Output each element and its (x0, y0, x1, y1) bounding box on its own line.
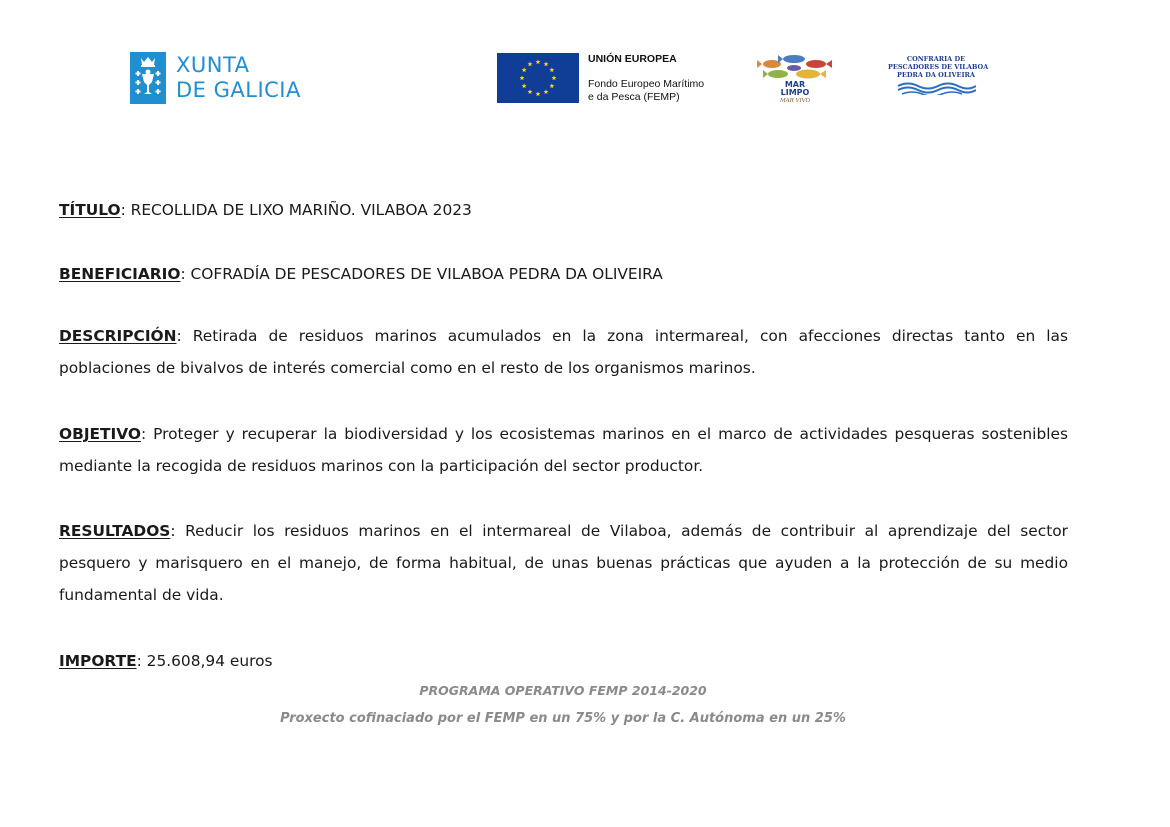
cofradia-line-3: PEDRA DA OLIVEIRA (897, 71, 975, 79)
xunta-line-1: XUNTA (176, 53, 250, 77)
mar-limpo-text-3: MAR VIVO (779, 98, 811, 104)
titulo-value: : RECOLLIDA DE LIXO MARIÑO. VILABOA 2023 (120, 201, 472, 219)
objetivo-paragraph (59, 418, 1068, 482)
objetivo-value: : Proteger y recuperar la biodiversidad y los ecosistemas marinos en el marco de actividades pesqueras sostenibles mediante la recogida de residuos marinos con la participación del sector productor. (59, 425, 1068, 475)
xunta-wordmark (176, 53, 301, 103)
descripcion-value: : Retirada de residuos marinos acumulados en la zona intermareal, con afecciones directas tanto en las poblaciones de bivalvos de interés comercial como en el resto de los organismos marinos. (59, 327, 1068, 377)
galicia-coat-of-arms-icon (130, 52, 166, 104)
cofradia-line-2: PESCADORES DE VILABOA (888, 63, 989, 71)
footer-program: PROGRAMA OPERATIVO FEMP 2014-2020 (419, 683, 707, 698)
cofradia-line-1: CONFRARIA DE (906, 55, 966, 63)
eu-flag-icon (497, 53, 579, 103)
cofradia-vilaboa-logo (888, 55, 989, 95)
descripcion-label: DESCRIPCIÓN (59, 327, 177, 345)
importe-value: : 25.608,94 euros (136, 652, 273, 670)
xunta-de-galicia-logo (130, 52, 301, 104)
eu-title: UNIÓN EUROPEA (588, 53, 677, 65)
eu-femp-logo (497, 53, 704, 104)
importe-paragraph (59, 645, 1068, 677)
importe-label: IMPORTE (59, 652, 137, 670)
descripcion-paragraph (59, 320, 1068, 384)
titulo-label: TÍTULO (59, 201, 121, 219)
beneficiario-paragraph (59, 258, 1068, 290)
objetivo-label: OBJETIVO (59, 425, 142, 443)
resultados-label: RESULTADOS (59, 522, 171, 540)
waves-icon (896, 81, 976, 95)
mar-limpo-logo (756, 50, 834, 104)
beneficiario-label: BENEFICIARIO (59, 265, 181, 283)
resultados-paragraph (59, 515, 1068, 611)
eu-subtitle-line-2: e da Pesca (FEMP) (588, 91, 680, 103)
xunta-line-2: DE GALICIA (176, 78, 301, 102)
eu-subtitle-line-1: Fondo Europeo Marítimo (588, 78, 705, 90)
mar-limpo-text-1: MAR (784, 80, 806, 89)
mar-limpo-text-2: LIMPO (780, 88, 810, 97)
eu-text-block (588, 53, 704, 104)
titulo-paragraph (59, 194, 1068, 226)
resultados-value: : Reducir los residuos marinos en el intermareal de Vilaboa, además de contribuir al aprendizaje del sector pesquero y marisquero en el manejo, de forma habitual, de unas buenas prácticas que ayuden a la protección de su medio fundamental de vida. (59, 522, 1068, 604)
footer-cofinancing: Proxecto cofinaciado por el FEMP en un 75% y por la C. Autónoma en un 25% (280, 711, 846, 726)
beneficiario-value: : COFRADÍA DE PESCADORES DE VILABOA PEDRA DA OLIVEIRA (180, 265, 663, 283)
